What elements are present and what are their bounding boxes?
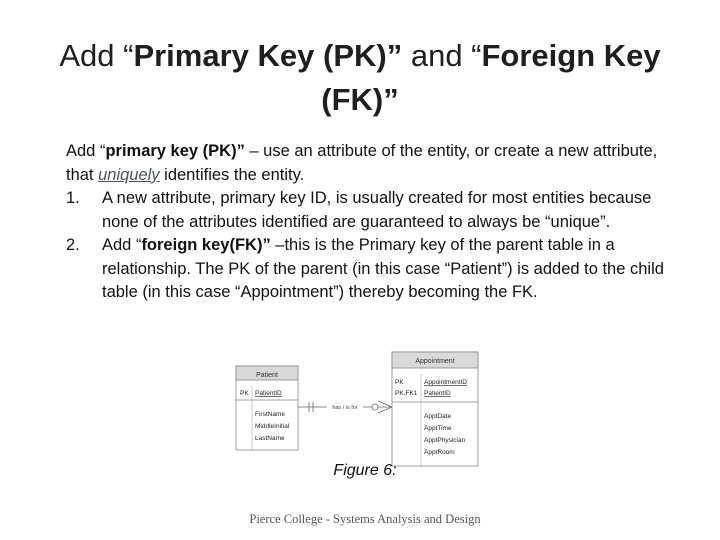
title-text-4: Foreign Key (FK)” <box>321 38 661 117</box>
appointment-attribute: ApptRoom <box>424 449 455 456</box>
title-text-2: Primary Key (PK)” <box>133 38 403 73</box>
list-item-term-fk: foreign key(FK)” <box>141 236 271 254</box>
list-item <box>66 234 686 305</box>
list-item <box>66 187 686 234</box>
appointment-key-marker: PK,FK1 <box>395 390 418 397</box>
appointment-key: AppointmentID <box>424 379 467 386</box>
footer-text: Pierce College - Systems Analysis and Design <box>249 512 481 526</box>
patient-attribute: MiddleInitial <box>255 423 290 430</box>
list-number: 1. <box>66 189 80 207</box>
patient-pk-marker: PK <box>240 390 249 397</box>
appointment-attribute: ApptPhysician <box>424 437 466 444</box>
intro-text-1: Add “ <box>66 142 106 160</box>
intro-term-pk: primary key (PK)” <box>105 142 245 160</box>
appointment-attribute: ApptTime <box>424 425 452 432</box>
patient-attribute: LastName <box>255 435 285 442</box>
relationship-label: has / is for <box>332 405 358 411</box>
intro-text-5: identifies the entity. <box>159 165 305 184</box>
slide-title <box>40 34 680 122</box>
title-text-1: Add “ <box>59 38 134 73</box>
appointment-key-marker: PK <box>395 379 404 386</box>
patient-entity-name: Patient <box>256 372 278 379</box>
appointment-entity <box>392 352 478 466</box>
erd-diagram <box>230 350 482 468</box>
list-number: 2. <box>66 236 80 254</box>
patient-attribute: FirstName <box>255 411 285 418</box>
intro-paragraph <box>66 140 686 187</box>
appointment-attribute: ApptDate <box>424 413 452 420</box>
intro-text-3: – use an attribute of the entity, or create a new attribute, that <box>66 142 658 184</box>
list-item-text: A new attribute, primary key ID, is usually created for most entities because none of the attributes identified are guaranteed to always be “unique”. <box>102 189 652 231</box>
figure-caption: Figure 6: <box>333 462 397 479</box>
intro-uniquely: uniquely <box>98 165 160 184</box>
appointment-entity-name: Appointment <box>415 358 455 365</box>
relationship-line <box>298 401 392 413</box>
body-text <box>66 140 686 305</box>
patient-key: PatientID <box>255 390 282 397</box>
title-text-3: and “ <box>402 38 482 73</box>
patient-entity <box>236 366 298 450</box>
list-item-text: –this is the Primary key of the parent table in a relationship. The PK of the parent (in this case “Patient”) is added to the child table (in this case “Appointment”) thereby becoming the FK. <box>102 236 664 301</box>
appointment-key: PatientID <box>424 390 451 397</box>
list-item-text: Add “ <box>102 236 142 254</box>
